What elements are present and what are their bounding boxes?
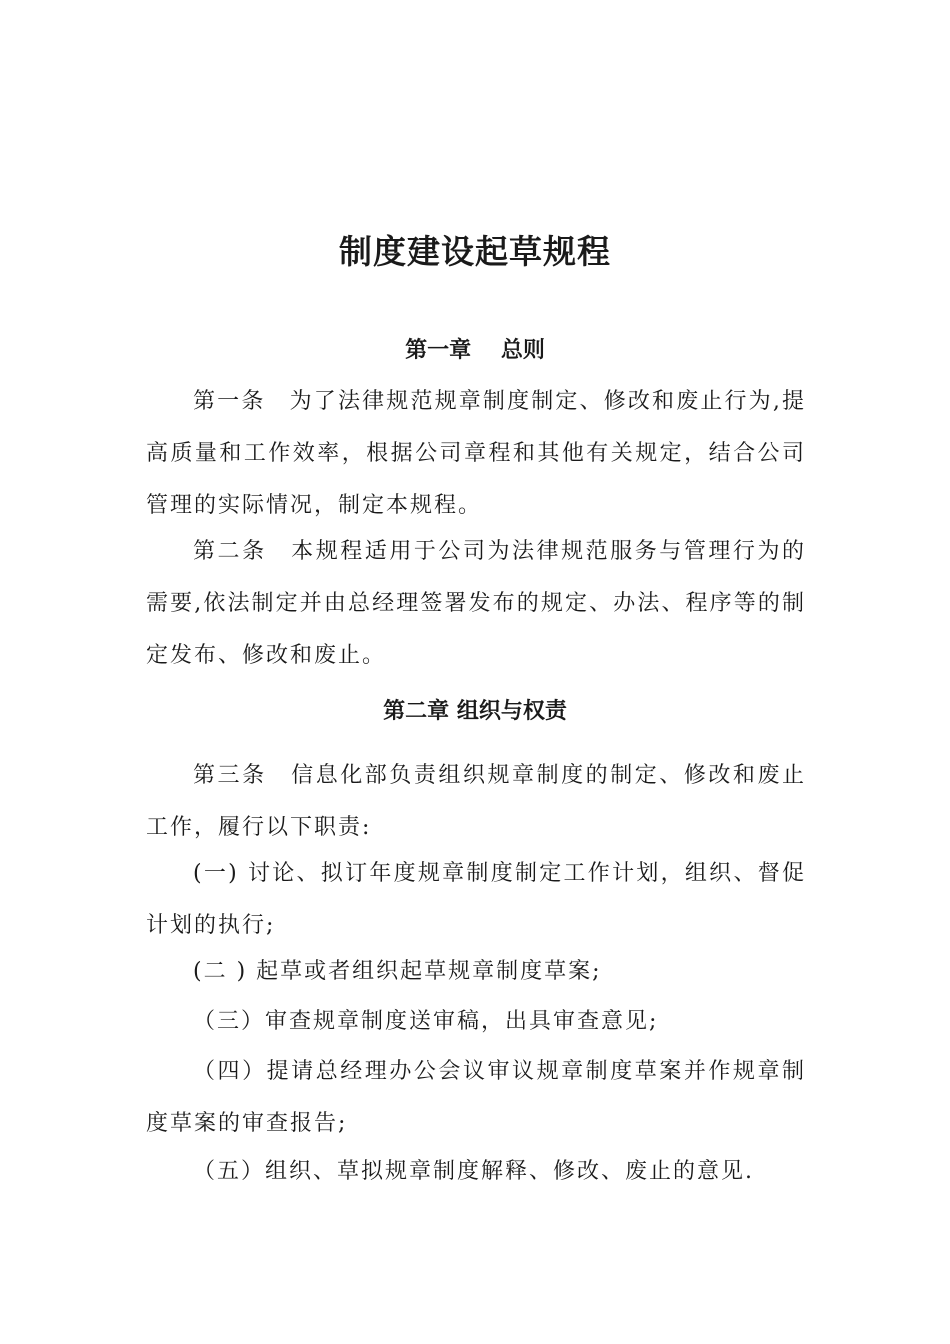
article-2: 第二条 本规程适用于公司为法律规范服务与管理行为的需要,依法制定并由总经理签署发布的规定、办法、程序等的制定发布、修改和废止。 — [146, 539, 806, 668]
document-title: 制度建设起草规程 — [339, 232, 611, 271]
duty-item-1: (一) 讨论、拟订年度规章制度制定工作计划，组织、督促计划的执行; — [146, 861, 806, 938]
duty-item-3: （三）审查规章制度送审稿，出具审查意见; — [193, 1009, 659, 1034]
chapter-1-heading: 第一章 总则 — [405, 338, 545, 363]
chapter-2-heading: 第二章 组织与权责 — [383, 699, 567, 724]
article-1: 第一条 为了法律规范规章制度制定、修改和废止行为,提高质量和工作效率，根据公司章程和其他有关规定，结合公司管理的实际情况，制定本规程。 — [146, 389, 806, 518]
duty-item-2: (二 ) 起草或者组织起草规章制度草案; — [193, 959, 602, 984]
duty-item-5: （五）组织、草拟规章制度解释、修改、废止的意见. — [193, 1159, 754, 1184]
duty-item-4: （四）提请总经理办公会议审议规章制度草案并作规章制度草案的审查报告; — [146, 1059, 806, 1136]
article-3: 第三条 信息化部负责组织规章制度的制定、修改和废止工作，履行以下职责: — [146, 763, 806, 840]
